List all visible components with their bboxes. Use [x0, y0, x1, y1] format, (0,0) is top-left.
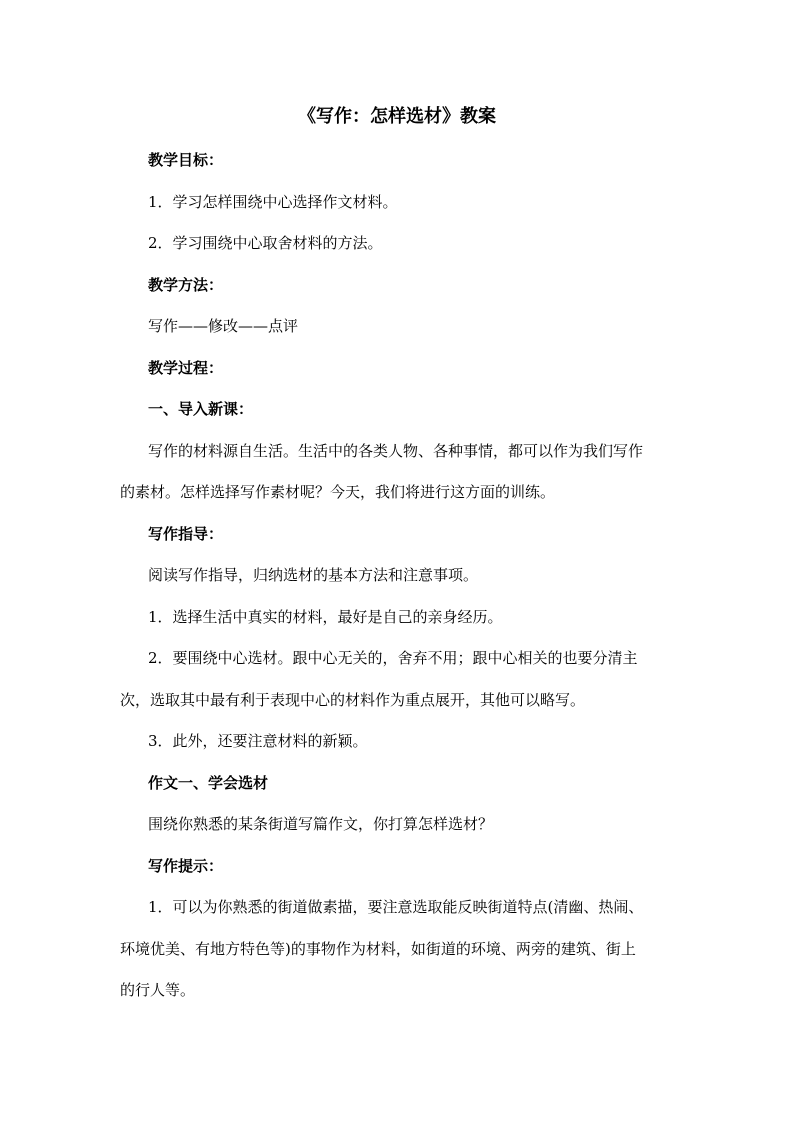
paragraph-line: 1．可以为你熟悉的街道做素描，要注意选取能反映街道特点(清幽、热闹、 [148, 898, 644, 916]
paragraph-line: 的行人等。 [120, 981, 196, 999]
paragraph-line: 写作——修改——点评 [148, 317, 299, 335]
paragraph-line: 次，选取其中最有利于表现中心的材料作为重点展开，其他可以略写。 [120, 691, 586, 709]
paragraph-line: 阅读写作指导，归纳选材的基本方法和注意事项。 [148, 566, 479, 584]
paragraph-line: 教学过程： [148, 359, 224, 377]
paragraph-line: 写作指导： [148, 525, 224, 543]
paragraph-line: 1．选择生活中真实的材料，最好是自己的亲身经历。 [148, 608, 503, 626]
paragraph-line: 2．学习围绕中心取舍材料的方法。 [148, 234, 383, 252]
paragraph-line: 3．此外，还要注意材料的新颖。 [148, 732, 368, 750]
paragraph-line: 教学目标： [148, 151, 224, 169]
paragraph-line: 一、导入新课： [148, 400, 254, 418]
paragraph-line: 写作提示： [148, 857, 224, 875]
paragraph-line: 作文一、学会选材 [148, 774, 269, 792]
paragraph-line: 2．要围绕中心选材。跟中心无关的，舍弃不用；跟中心相关的也要分清主 [148, 649, 638, 667]
paragraph-line: 围绕你熟悉的某条街道写篇作文，你打算怎样选材？ [148, 815, 494, 833]
paragraph-line: 的素材。怎样选择写作素材呢？今天，我们将进行这方面的训练。 [120, 483, 556, 501]
paragraph-line: 环境优美、有地方特色等)的事物作为材料，如街道的环境、两旁的建筑、街上 [120, 940, 636, 958]
paragraph-line: 写作的材料源自生活。生活中的各类人物、各种事情，都可以作为我们写作 [148, 442, 644, 460]
paragraph-line: 1．学习怎样围绕中心选择作文材料。 [148, 193, 398, 211]
document-title: 《写作：怎样选材》教案 [298, 106, 496, 127]
paragraph-line: 教学方法： [148, 276, 224, 294]
